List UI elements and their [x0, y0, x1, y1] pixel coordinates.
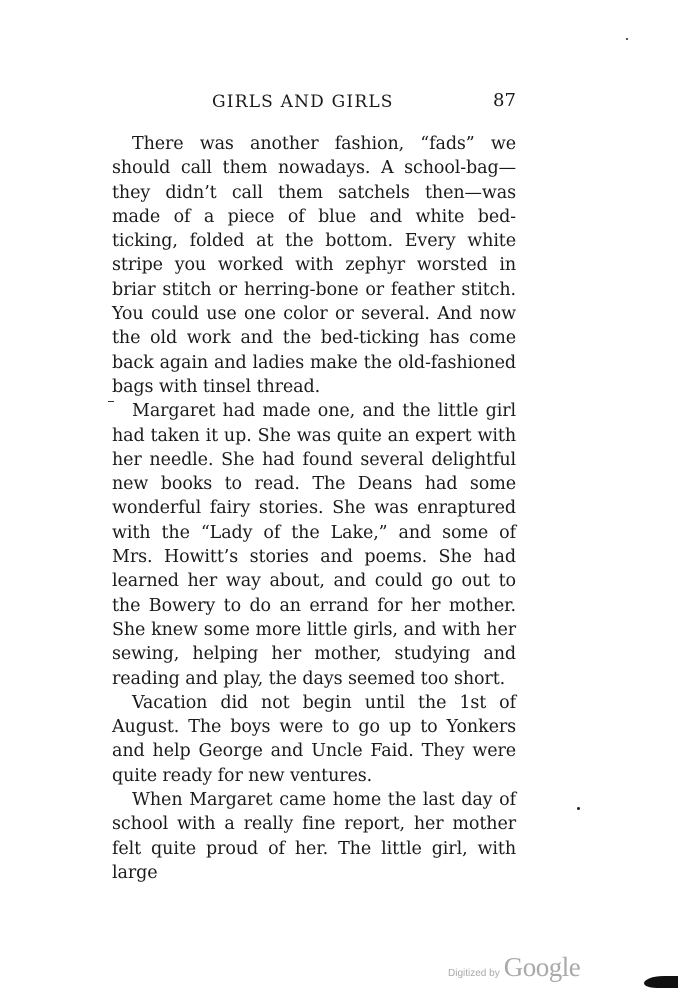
- paragraph-2: Margaret had made one, and the little girl had taken it up. She was quite an expert with her needle. She had found several delightful new books to read. The Deans had some wonderful fairy stories. She was enraptured with the “Lady of the Lake,” and some of Mrs. Howitt’s stories and poems. She had learned her way about, and could go out to the Bowery to do an errand for her mother. She knew some more little girls, and with her sewing, helping her mother, studying and reading and play, the days seemed too short.: [112, 401, 516, 689]
- scan-speck: [577, 807, 580, 810]
- margin-mark: [108, 401, 114, 402]
- body-text: [112, 132, 516, 885]
- google-logo: Google: [503, 952, 581, 982]
- paragraph-4: When Margaret came home the last day of school with a really fine report, her mother felt quite proud of her. The little girl, with large: [112, 790, 516, 883]
- page-number: 87: [493, 90, 516, 111]
- paragraph-3: Vacation did not begin until the 1st of August. The boys were to go up to Yonkers and help George and Uncle Faid. They were quite ready for new ventures.: [112, 692, 516, 786]
- page-edge-shadow: [644, 976, 678, 988]
- watermark-prefix: Digitized by: [448, 968, 500, 979]
- paragraph-1: There was another fashion, “fads” we should call them nowadays. A school-bag—they didn’t call them satchels then—was made of a piece of blue and white bed-ticking, folded at the bottom. Every white stripe you worked with zephyr worsted in briar stitch or herring-bone or feather stitch. You could use one color or several. And now the old work and the bed-ticking has come back again and ladies make the old-fashioned bags with tinsel thread.: [112, 134, 516, 397]
- running-head: GIRLS AND GIRLS: [212, 92, 394, 112]
- scan-speck: [626, 38, 628, 40]
- digitized-watermark: [448, 952, 580, 983]
